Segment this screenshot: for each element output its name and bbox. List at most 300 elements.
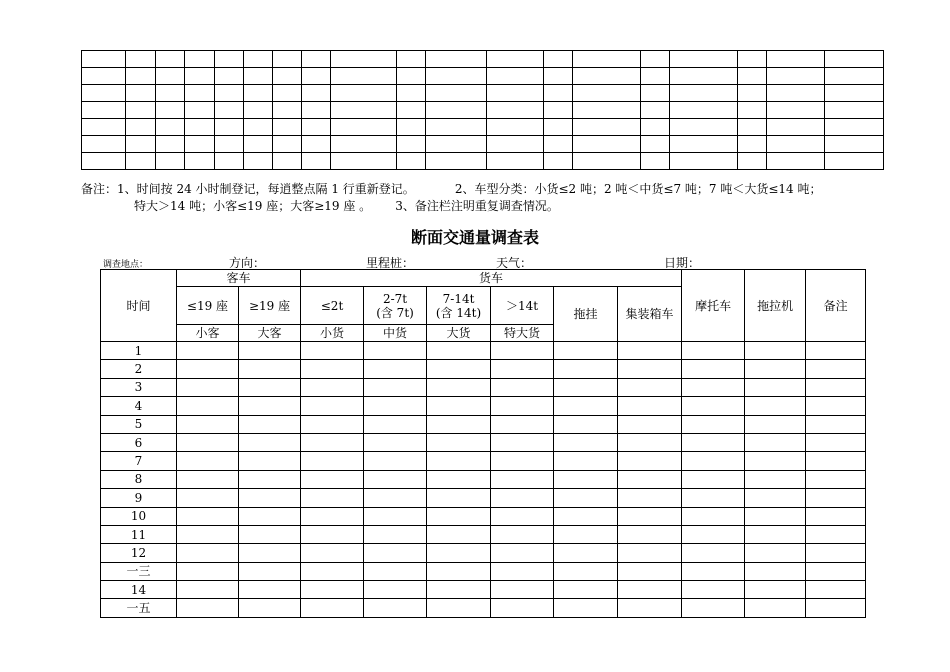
table-cell (554, 507, 618, 525)
top-grid-cell (397, 51, 426, 68)
table-cell (239, 470, 301, 488)
top-grid-cell (82, 136, 126, 153)
table-cell (491, 378, 554, 396)
table-cell (618, 507, 682, 525)
top-grid-cell (767, 85, 825, 102)
header-mid-truck: 中货 (364, 325, 427, 342)
table-cell (682, 562, 745, 580)
top-grid-cell (767, 119, 825, 136)
top-grid-cell (573, 51, 641, 68)
direction-label: 方向： (229, 256, 266, 270)
top-grid-cell (244, 153, 273, 170)
table-cell (618, 360, 682, 378)
top-grid-cell (397, 119, 426, 136)
top-grid-cell (273, 153, 302, 170)
table-cell (745, 470, 806, 488)
table-cell (301, 433, 364, 451)
table-cell (491, 599, 554, 617)
table-cell (806, 433, 866, 451)
table-cell (427, 470, 491, 488)
table-cell (177, 415, 239, 433)
top-grid-cell (670, 136, 738, 153)
table-cell (177, 581, 239, 599)
top-grid-cell (185, 102, 215, 119)
top-grid-cell (738, 136, 767, 153)
top-grid-cell (244, 119, 273, 136)
table-cell (364, 544, 427, 562)
top-grid-cell (82, 85, 126, 102)
table-cell (682, 378, 745, 396)
header-seat-le19: ≤19 座 (177, 287, 239, 325)
top-grid-cell (126, 119, 156, 136)
header-7-14t-b: (含 14t) (435, 305, 482, 320)
top-grid-cell (185, 85, 215, 102)
row-time-label: 10 (101, 507, 177, 525)
table-cell (745, 581, 806, 599)
table-cell (239, 581, 301, 599)
table-cell (239, 525, 301, 543)
row-time-label: 14 (101, 581, 177, 599)
top-grid-cell (273, 51, 302, 68)
top-grid-cell (426, 51, 487, 68)
header-container: 集装箱车 (618, 287, 682, 342)
table-cell (491, 470, 554, 488)
top-grid-cell (825, 68, 884, 85)
location-label: 调查地点： (103, 260, 149, 270)
table-cell (554, 397, 618, 415)
top-grid-cell (244, 102, 273, 119)
top-grid-cell (82, 51, 126, 68)
table-cell (745, 397, 806, 415)
table-cell (806, 544, 866, 562)
table-cell (554, 581, 618, 599)
top-grid-cell (641, 153, 670, 170)
table-cell (427, 433, 491, 451)
weather-label: 天气： (496, 256, 533, 270)
table-cell (491, 507, 554, 525)
top-grid-cell (767, 68, 825, 85)
top-grid-cell (825, 85, 884, 102)
top-grid-cell (244, 85, 273, 102)
table-row (101, 489, 866, 507)
table-cell (618, 544, 682, 562)
table-cell (427, 342, 491, 360)
table-cell (427, 562, 491, 580)
table-row (101, 599, 866, 617)
table-cell (239, 452, 301, 470)
top-grid-cell (302, 119, 331, 136)
table-cell (618, 452, 682, 470)
top-grid-cell (82, 153, 126, 170)
top-grid-cell (302, 85, 331, 102)
table-cell (806, 562, 866, 580)
table-cell (682, 489, 745, 507)
table-cell (301, 489, 364, 507)
table-cell (554, 342, 618, 360)
top-grid-cell (273, 102, 302, 119)
table-cell (239, 507, 301, 525)
table-row (101, 342, 866, 360)
table-cell (806, 452, 866, 470)
top-grid-cell (738, 68, 767, 85)
top-grid-cell (426, 102, 487, 119)
header-seat-ge19: ≥19 座 (239, 287, 301, 325)
table-row (101, 397, 866, 415)
table-cell (745, 525, 806, 543)
table-cell (682, 360, 745, 378)
table-cell (682, 599, 745, 617)
top-grid-cell (767, 136, 825, 153)
table-cell (806, 599, 866, 617)
top-grid-cell (767, 102, 825, 119)
top-grid-cell (487, 51, 544, 68)
table-cell (491, 452, 554, 470)
table-cell (301, 507, 364, 525)
table-cell (806, 342, 866, 360)
date-label: 日期： (664, 256, 701, 270)
table-cell (806, 581, 866, 599)
traffic-survey-table (100, 269, 866, 618)
top-grid-cell (156, 119, 185, 136)
table-cell (177, 342, 239, 360)
table-cell (806, 525, 866, 543)
note-2-cont: 特大＞14 吨；小客≤19 座；大客≥19 座 。 (134, 199, 372, 213)
table-cell (301, 544, 364, 562)
table-cell (491, 415, 554, 433)
table-cell (177, 599, 239, 617)
table-cell (745, 452, 806, 470)
header-remarks: 备注 (806, 270, 866, 342)
header-7-14t-a: 7-14t (442, 291, 475, 306)
table-cell (491, 525, 554, 543)
table-cell (427, 489, 491, 507)
top-grid-cell (738, 85, 767, 102)
table-cell (745, 433, 806, 451)
top-grid-cell (302, 102, 331, 119)
table-cell (491, 544, 554, 562)
top-grid-cell (641, 102, 670, 119)
table-cell (177, 360, 239, 378)
table-cell (364, 397, 427, 415)
top-grid-cell (215, 51, 244, 68)
top-grid-cell (544, 102, 573, 119)
top-grid-cell (573, 102, 641, 119)
note-3: 3、备注栏注明重复调查情况。 (395, 199, 559, 213)
table-cell (427, 378, 491, 396)
top-grid-cell (426, 68, 487, 85)
row-time-label: 9 (101, 489, 177, 507)
top-grid-cell (573, 85, 641, 102)
top-grid-cell (397, 136, 426, 153)
table-cell (682, 342, 745, 360)
header-passenger: 客车 (177, 270, 301, 287)
table-cell (554, 433, 618, 451)
top-grid-cell (273, 85, 302, 102)
table-cell (364, 507, 427, 525)
header-freight: 货车 (301, 270, 682, 287)
top-grid-cell (156, 102, 185, 119)
table-cell (427, 581, 491, 599)
table-cell (682, 415, 745, 433)
table-cell (301, 397, 364, 415)
top-grid-cell (573, 136, 641, 153)
table-cell (745, 360, 806, 378)
top-grid-cell (641, 68, 670, 85)
table-cell (177, 489, 239, 507)
table-cell (745, 489, 806, 507)
top-grid-cell (185, 136, 215, 153)
notes-line-1 (81, 181, 891, 198)
top-grid-cell (825, 119, 884, 136)
top-grid-cell (126, 102, 156, 119)
top-grid-cell (156, 68, 185, 85)
table-cell (682, 470, 745, 488)
table-cell (364, 415, 427, 433)
header-2-7t (364, 287, 427, 325)
top-grid-cell (738, 119, 767, 136)
table-cell (364, 581, 427, 599)
table-cell (745, 342, 806, 360)
top-grid-cell (156, 153, 185, 170)
header-7-14t (427, 287, 491, 325)
top-grid-cell (156, 136, 185, 153)
table-cell (427, 544, 491, 562)
top-grid-cell (767, 51, 825, 68)
top-grid-cell (156, 51, 185, 68)
table-cell (177, 507, 239, 525)
top-grid-cell (573, 119, 641, 136)
top-partial-grid (81, 50, 884, 170)
table-cell (239, 489, 301, 507)
table-cell (554, 489, 618, 507)
table-cell (301, 415, 364, 433)
table-row (101, 581, 866, 599)
header-small-truck: 小货 (301, 325, 364, 342)
top-grid-row (82, 119, 884, 136)
table-cell (806, 378, 866, 396)
top-grid-cell (185, 68, 215, 85)
top-grid-cell (331, 119, 397, 136)
table-cell (618, 397, 682, 415)
top-grid-cell (487, 102, 544, 119)
top-grid-cell (426, 136, 487, 153)
table-cell (491, 562, 554, 580)
table-cell (806, 489, 866, 507)
top-grid-cell (331, 51, 397, 68)
top-grid-cell (82, 119, 126, 136)
row-time-label: 8 (101, 470, 177, 488)
table-cell (618, 525, 682, 543)
top-grid-cell (185, 153, 215, 170)
top-grid-cell (397, 68, 426, 85)
table-cell (364, 378, 427, 396)
table-cell (239, 342, 301, 360)
table-row (101, 452, 866, 470)
table-row (101, 378, 866, 396)
top-grid-cell (487, 119, 544, 136)
table-row (101, 470, 866, 488)
top-grid-row (82, 102, 884, 119)
table-cell (745, 415, 806, 433)
top-grid-cell (156, 85, 185, 102)
table-cell (301, 378, 364, 396)
top-grid-cell (215, 68, 244, 85)
top-grid-cell (426, 119, 487, 136)
table-cell (554, 544, 618, 562)
top-grid-cell (544, 51, 573, 68)
header-le2t: ≤2t (301, 287, 364, 325)
top-grid-cell (825, 102, 884, 119)
top-grid-cell (397, 153, 426, 170)
table-cell (301, 470, 364, 488)
table-cell (239, 599, 301, 617)
row-time-label: 6 (101, 433, 177, 451)
top-grid-cell (670, 85, 738, 102)
table-cell (618, 342, 682, 360)
table-cell (239, 544, 301, 562)
table-cell (554, 415, 618, 433)
top-grid-row (82, 85, 884, 102)
header-time: 时间 (101, 270, 177, 342)
table-cell (618, 581, 682, 599)
top-grid-cell (487, 153, 544, 170)
table-cell (745, 544, 806, 562)
row-time-label: 一三 (101, 562, 177, 580)
top-grid-cell (426, 85, 487, 102)
table-cell (364, 360, 427, 378)
table-cell (618, 378, 682, 396)
top-grid-cell (397, 85, 426, 102)
table-cell (239, 360, 301, 378)
top-grid-cell (670, 119, 738, 136)
table-cell (239, 433, 301, 451)
top-grid-cell (215, 102, 244, 119)
top-grid-cell (573, 68, 641, 85)
mileage-label: 里程桩： (366, 256, 415, 270)
top-grid-cell (397, 102, 426, 119)
table-cell (554, 360, 618, 378)
table-cell (364, 599, 427, 617)
notes-line-2 (81, 198, 891, 215)
top-grid-cell (487, 68, 544, 85)
top-grid-row (82, 68, 884, 85)
table-cell (239, 415, 301, 433)
table-cell (239, 378, 301, 396)
table-cell (364, 342, 427, 360)
top-grid-cell (185, 119, 215, 136)
table-row (101, 544, 866, 562)
top-grid-cell (82, 102, 126, 119)
table-cell (806, 470, 866, 488)
top-grid-cell (244, 136, 273, 153)
table-cell (491, 360, 554, 378)
top-grid-cell (544, 136, 573, 153)
top-grid-cell (825, 153, 884, 170)
top-grid-cell (573, 153, 641, 170)
top-grid-cell (544, 119, 573, 136)
top-grid-cell (670, 68, 738, 85)
top-grid-cell (331, 68, 397, 85)
table-cell (618, 599, 682, 617)
top-grid-cell (244, 68, 273, 85)
table-row (101, 415, 866, 433)
table-cell (491, 342, 554, 360)
top-grid-cell (126, 136, 156, 153)
table-cell (682, 507, 745, 525)
table-cell (364, 489, 427, 507)
table-cell (239, 397, 301, 415)
table-cell (427, 397, 491, 415)
top-grid-row (82, 136, 884, 153)
table-cell (177, 433, 239, 451)
table-row (101, 360, 866, 378)
table-cell (806, 397, 866, 415)
table-cell (427, 525, 491, 543)
header-tractor: 拖拉机 (745, 270, 806, 342)
table-cell (427, 452, 491, 470)
table-cell (427, 599, 491, 617)
table-cell (554, 452, 618, 470)
table-cell (239, 562, 301, 580)
table-cell (177, 397, 239, 415)
table-cell (745, 599, 806, 617)
table-cell (618, 415, 682, 433)
top-grid-cell (767, 153, 825, 170)
top-grid-row (82, 153, 884, 170)
top-grid-cell (331, 136, 397, 153)
table-cell (364, 433, 427, 451)
top-grid-cell (544, 85, 573, 102)
top-grid-cell (825, 51, 884, 68)
top-grid-cell (426, 153, 487, 170)
row-time-label: 5 (101, 415, 177, 433)
top-grid-cell (331, 85, 397, 102)
table-cell (618, 433, 682, 451)
table-cell (364, 525, 427, 543)
table-cell (554, 562, 618, 580)
table-cell (491, 433, 554, 451)
top-grid-cell (544, 68, 573, 85)
table-cell (177, 562, 239, 580)
table-cell (554, 470, 618, 488)
top-grid-cell (738, 102, 767, 119)
top-grid-cell (126, 68, 156, 85)
top-grid-cell (641, 85, 670, 102)
header-gt14t: ＞14t (491, 287, 554, 325)
survey-meta (0, 254, 950, 270)
table-cell (491, 397, 554, 415)
table-cell (301, 581, 364, 599)
top-grid-cell (273, 119, 302, 136)
top-grid-cell (126, 85, 156, 102)
header-big-truck: 大货 (427, 325, 491, 342)
top-grid-cell (641, 136, 670, 153)
notes (81, 181, 891, 215)
table-cell (491, 581, 554, 599)
table-row (101, 562, 866, 580)
top-grid-cell (126, 153, 156, 170)
table-cell (177, 452, 239, 470)
table-cell (301, 360, 364, 378)
table-cell (301, 562, 364, 580)
table-cell (177, 470, 239, 488)
top-grid-cell (331, 102, 397, 119)
table-cell (745, 507, 806, 525)
table-cell (364, 562, 427, 580)
note-1: 备注：1、时间按 24 小时制登记，每逍整点隔 1 行重新登记。 (81, 182, 415, 196)
table-cell (177, 525, 239, 543)
table-cell (618, 489, 682, 507)
